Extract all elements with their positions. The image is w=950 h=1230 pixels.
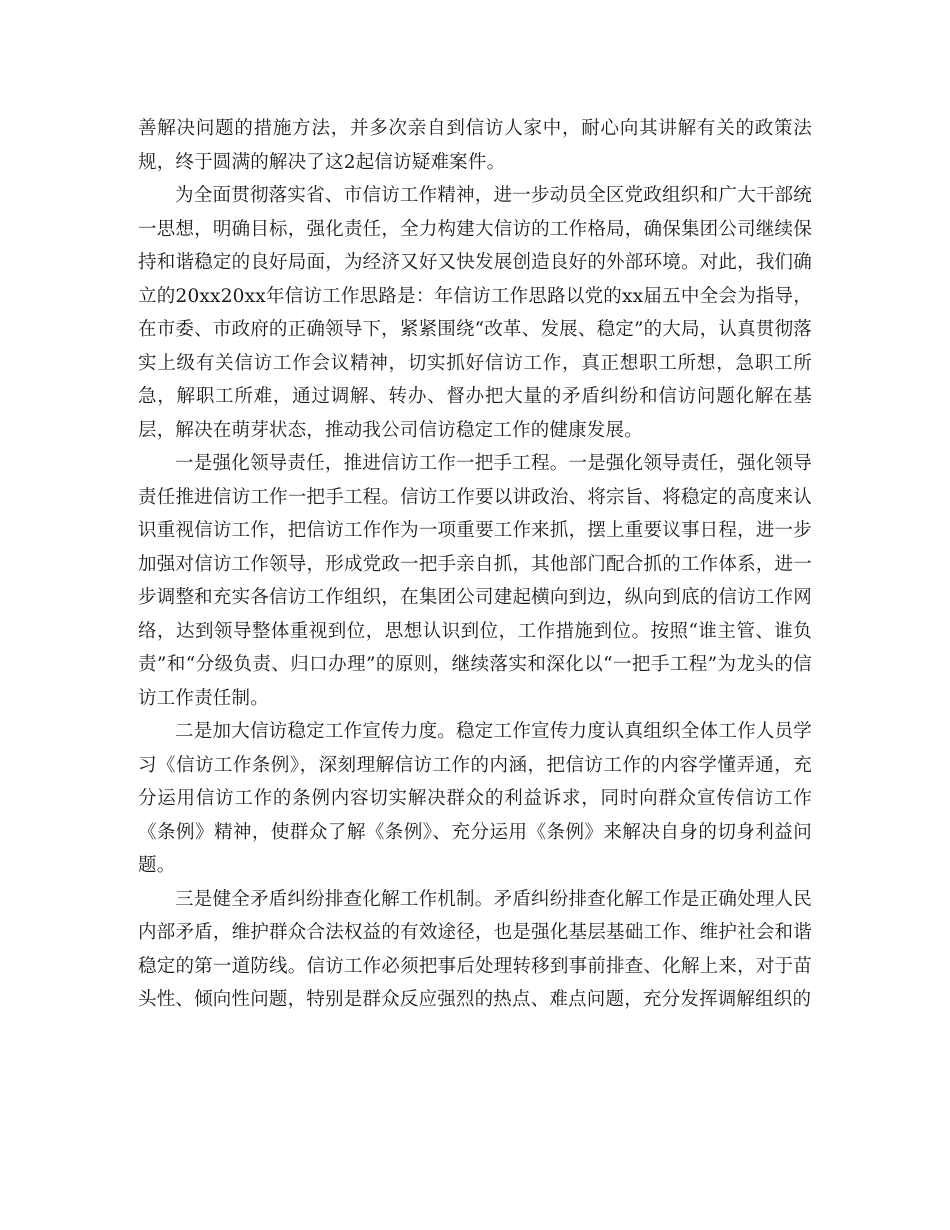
document-body [138,112,812,1017]
paragraph-2: 为全面贯彻落实省、市信访工作精神，进一步动员全区党政组织和广大干部统一思想，明确目标，强化责任，全力构建大信访的工作格局，确保集团公司继续保持和谐稳定的良好局面，为经济又好又快发展创造良好的外部环境。对此，我们确立的20xx20xx年信访工作思路是：年信访工作思路以党的xx届五中全会为指导，在市委、市政府的正确领导下，紧紧围绕“改革、发展、稳定”的大局，认真贯彻落实上级有关信访工作会议精神，切实抓好信访工作，真正想职工所想，急职工所急，解职工所难，通过调解、转办、督办把大量的矛盾纠纷和信访问题化解在基层，解决在萌芽状态，推动我公司信访稳定工作的健康发展。 [138,185,812,441]
paragraph-3: 一是强化领导责任，推进信访工作一把手工程。一是强化领导责任，强化领导责任推进信访工作一把手工程。信访工作要以讲政治、将宗旨、将稳定的高度来认识重视信访工作，把信访工作作为一项重要工作来抓，摆上重要议事日程，进一步加强对信访工作领导，形成党政一把手亲自抓，其他部门配合抓的工作体系，进一步调整和充实各信访工作组织，在集团公司建起横向到边，纵向到底的信访工作网络，达到领导整体重视到位，思想认识到位，工作措施到位。按照“谁主管、谁负责”和“分级负责、归口办理”的原则，继续落实和深化以“一把手工程”为龙头的信访工作责任制。 [138,453,812,709]
paragraph-5: 三是健全矛盾纠纷排查化解工作机制。矛盾纠纷排查化解工作是正确处理人民内部矛盾，维护群众合法权益的有效途径，也是强化基层基础工作、维护社会和谐稳定的第一道防线。信访工作必须把事后处理转移到事前排查、化解上来，对于苗头性、倾向性问题，特别是群众反应强烈的热点、难点问题，充分发挥调解组织的 [138,888,812,1010]
paragraph-4: 二是加大信访稳定工作宣传力度。稳定工作宣传力度认真组织全体工作人员学习《信访工作条例》，深刻理解信访工作的内涵，把信访工作的内容学懂弄通，充分运用信访工作的条例内容切实解决群众的利益诉求，同时向群众宣传信访工作《条例》精神，使群众了解《条例》、充分运用《条例》来解决自身的切身利益问题。 [138,721,812,876]
paragraph-1: 善解决问题的措施方法，并多次亲自到信访人家中，耐心向其讲解有关的政策法规，终于圆满的解决了这2起信访疑难案件。 [138,118,812,173]
